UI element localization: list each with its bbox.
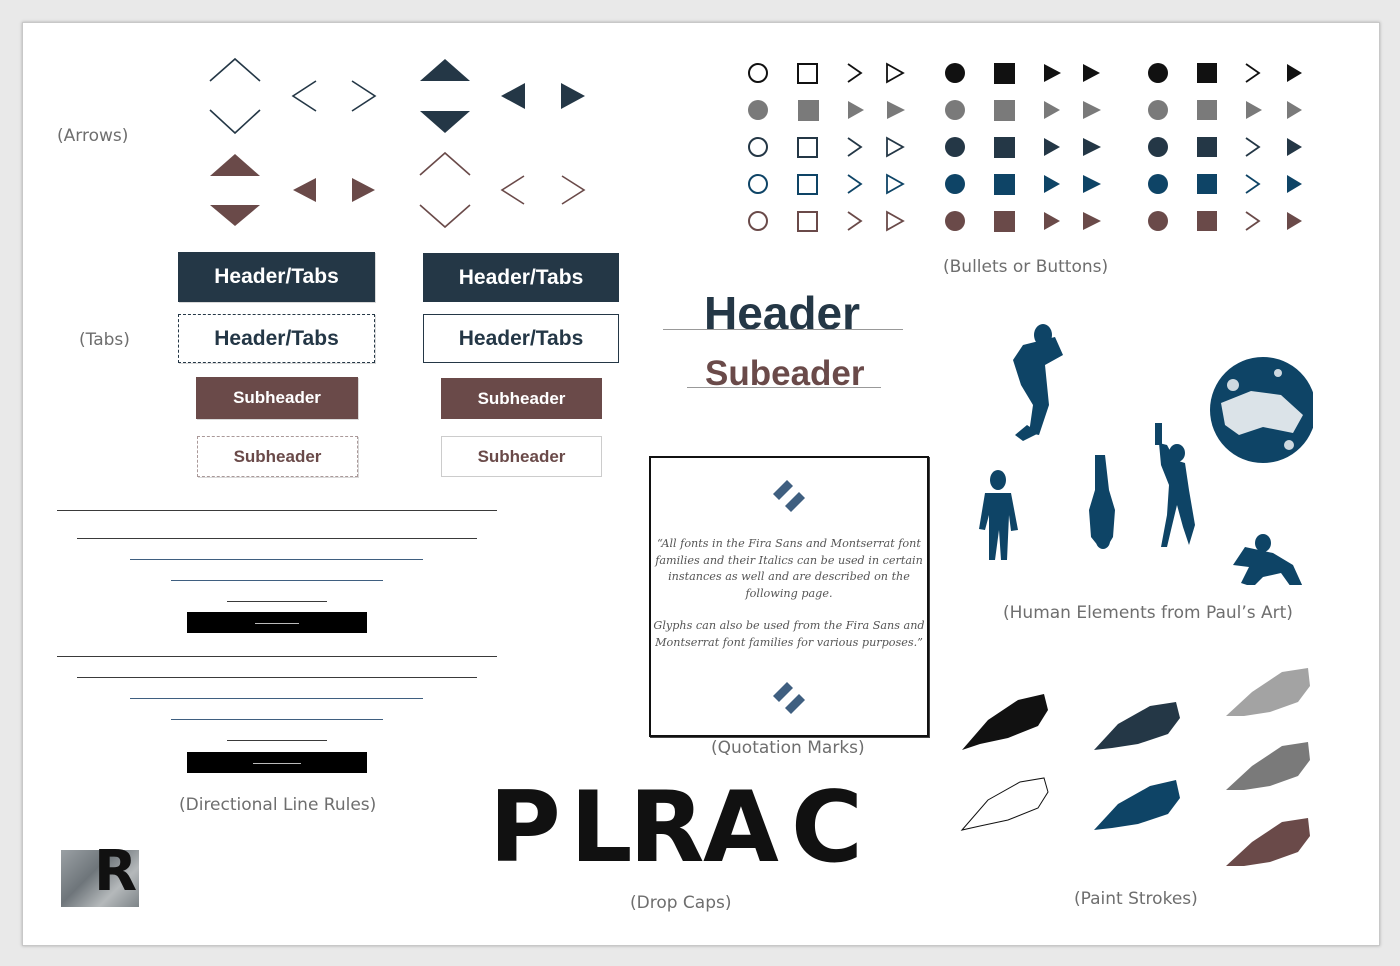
arrows-group xyxy=(183,53,603,233)
rule-line xyxy=(171,719,383,720)
play-solid-icon xyxy=(1287,64,1302,82)
chevron-up-brown-outline-icon xyxy=(420,153,470,175)
circle-solid-icon xyxy=(945,137,965,157)
square-solid-icon xyxy=(994,63,1015,84)
play-solid-icon xyxy=(1083,212,1101,230)
subheader-underline xyxy=(687,387,881,388)
drop-cap-c: C xyxy=(791,771,863,885)
square-solid-icon xyxy=(994,211,1015,232)
figure-circle-vignette-icon xyxy=(1210,357,1313,463)
logo-letter: R xyxy=(94,839,138,904)
circle-solid-icon xyxy=(945,63,965,83)
tabs-caption: (Tabs) xyxy=(79,330,130,350)
quote-paragraph-1: “All fonts in the Fira Sans and Montserrat font families and their Italics can be used in certain instances as well and are described on the following page. xyxy=(655,537,923,600)
rule-line xyxy=(130,698,423,699)
style-sheet-canvas xyxy=(22,22,1380,946)
play-solid-icon xyxy=(1044,138,1060,156)
quote-text xyxy=(647,536,931,667)
chevron-left-outline-icon xyxy=(293,81,316,111)
triangle-down-solid-icon xyxy=(420,111,470,133)
bullet-row-5 xyxy=(749,211,1302,232)
play-solid-icon xyxy=(1287,212,1302,230)
subheader-tab-brown-clean[interactable]: Subheader xyxy=(441,378,602,419)
play-solid-icon xyxy=(887,101,905,119)
figure-pointing-icon xyxy=(1155,423,1195,547)
chevron-up-outline-icon xyxy=(210,59,260,81)
play-solid-icon xyxy=(1083,64,1100,82)
drop-cap-a: A xyxy=(703,771,779,885)
chevron-right-icon xyxy=(848,64,861,82)
chevron-right-icon xyxy=(1246,64,1259,82)
play-solid-icon xyxy=(1287,175,1302,193)
bullets-caption: (Bullets or Buttons) xyxy=(943,257,1109,277)
paint-stroke-brown xyxy=(1226,818,1310,866)
figure-handstand-icon xyxy=(1089,455,1115,549)
play-solid-icon xyxy=(1083,101,1101,119)
square-solid-icon xyxy=(994,137,1015,158)
square-solid-icon xyxy=(994,174,1015,195)
chevron-right-outline-icon xyxy=(352,81,375,111)
play-outline-icon xyxy=(887,138,903,156)
paint-stroke-blue xyxy=(1094,780,1180,830)
paint-strokes-caption: (Paint Strokes) xyxy=(1074,889,1198,909)
play-solid-icon xyxy=(1083,138,1101,156)
square-outline-icon xyxy=(798,138,817,157)
play-solid-icon xyxy=(1044,64,1061,82)
square-solid-icon xyxy=(1197,63,1217,83)
triangle-down-brown-icon xyxy=(210,205,260,226)
quote-paragraph-2: Glyphs can also be used from the Fira Sans and Montserrat font families for various purposes.” xyxy=(653,619,925,649)
bullet-row-2 xyxy=(748,100,1302,121)
bullet-row-3 xyxy=(749,137,1302,158)
circle-outline-icon xyxy=(749,138,767,156)
chevron-down-brown-outline-icon xyxy=(420,205,470,227)
square-outline-icon xyxy=(798,212,817,231)
play-outline-icon xyxy=(887,64,903,82)
paint-stroke-navy xyxy=(1094,702,1180,750)
play-solid-icon xyxy=(1246,101,1262,119)
header-tab-navy-rough[interactable]: Header/Tabs xyxy=(178,252,375,302)
rule-line xyxy=(171,580,383,581)
triangle-right-brown-icon xyxy=(352,178,375,202)
circle-solid-icon xyxy=(1148,137,1168,157)
figure-standing-icon xyxy=(979,470,1018,560)
subheader-sample: Subeader xyxy=(705,354,865,393)
circle-solid-icon xyxy=(1148,63,1168,83)
square-outline-icon xyxy=(798,64,817,83)
subheader-tab-outline-rough[interactable]: Subheader xyxy=(197,436,358,477)
square-solid-icon xyxy=(1197,100,1217,120)
subheader-tab-brown-rough[interactable]: Subheader xyxy=(196,377,358,419)
header-tab-outline-clean[interactable]: Header/Tabs xyxy=(423,314,619,363)
circle-solid-icon xyxy=(1148,100,1168,120)
chevron-right-icon xyxy=(848,138,861,156)
drop-cap-l: L xyxy=(570,771,633,885)
paint-stroke-black xyxy=(962,694,1048,750)
triangle-left-brown-icon xyxy=(293,178,316,202)
arrows-caption: (Arrows) xyxy=(57,126,129,146)
paint-stroke-outline xyxy=(962,778,1048,830)
header-tab-navy-clean[interactable]: Header/Tabs xyxy=(423,253,619,302)
rule-line xyxy=(57,510,497,511)
paint-stroke-gray xyxy=(1226,742,1310,790)
rule-line xyxy=(227,740,327,741)
circle-solid-icon xyxy=(1148,174,1168,194)
circle-solid-icon xyxy=(945,174,965,194)
bullet-row-4 xyxy=(749,174,1302,195)
human-elements-group xyxy=(963,315,1313,585)
chevron-right-icon xyxy=(1246,212,1259,230)
chevron-right-icon xyxy=(1246,175,1259,193)
rule-line xyxy=(77,677,477,678)
square-solid-icon xyxy=(1197,211,1217,231)
paint-stroke-lightgray xyxy=(1226,668,1310,716)
rule-bar xyxy=(187,752,367,773)
triangle-up-brown-icon xyxy=(210,154,260,176)
circle-outline-icon xyxy=(749,175,767,193)
quote-mark-top-icon xyxy=(771,478,807,514)
logo-badge xyxy=(61,839,139,907)
rule-bar xyxy=(187,612,367,633)
play-solid-icon xyxy=(1287,138,1302,156)
chevron-right-icon xyxy=(848,212,861,230)
play-solid-icon xyxy=(1287,101,1302,119)
triangle-left-solid-icon xyxy=(501,83,525,109)
drop-cap-r: R xyxy=(629,771,705,885)
circle-solid-icon xyxy=(945,211,965,231)
quote-box xyxy=(649,456,929,737)
quotation-caption: (Quotation Marks) xyxy=(711,738,865,758)
square-solid-icon xyxy=(994,100,1015,121)
play-solid-icon xyxy=(1044,175,1060,193)
header-sample: Header xyxy=(704,287,860,339)
circle-outline-icon xyxy=(749,64,767,82)
circle-outline-icon xyxy=(749,212,767,230)
bullets-grid xyxy=(738,58,1318,238)
chevron-right-brown-outline-icon xyxy=(562,176,584,204)
circle-solid-icon xyxy=(748,100,768,120)
header-tab-outline-rough[interactable]: Header/Tabs xyxy=(178,314,375,363)
play-outline-icon xyxy=(887,175,903,193)
rule-line xyxy=(130,559,423,560)
circle-solid-icon xyxy=(945,100,965,120)
bullet-row-1 xyxy=(749,63,1302,84)
drop-caps-caption: (Drop Caps) xyxy=(630,893,732,913)
human-elements-caption: (Human Elements from Paul’s Art) xyxy=(1003,603,1293,623)
chevron-right-icon xyxy=(848,175,861,193)
figure-crouching-icon xyxy=(1233,534,1303,585)
drop-cap-p: P xyxy=(489,771,561,885)
triangle-right-solid-icon xyxy=(561,83,585,109)
square-solid-icon xyxy=(1197,174,1217,194)
square-solid-icon xyxy=(1197,137,1217,157)
play-solid-icon xyxy=(848,101,864,119)
play-solid-icon xyxy=(1044,101,1060,119)
chevron-left-brown-outline-icon xyxy=(502,176,524,204)
chevron-down-outline-icon xyxy=(210,110,260,133)
rule-line xyxy=(57,656,497,657)
quote-mark-bottom-icon xyxy=(771,680,807,716)
rule-line xyxy=(77,538,477,539)
paint-strokes-group xyxy=(958,658,1318,878)
rule-line xyxy=(227,601,327,602)
triangle-up-solid-icon xyxy=(420,59,470,81)
circle-solid-icon xyxy=(1148,211,1168,231)
square-outline-icon xyxy=(798,175,817,194)
line-rules-caption: (Directional Line Rules) xyxy=(179,795,377,815)
play-solid-icon xyxy=(1083,175,1101,193)
chevron-right-icon xyxy=(1246,138,1259,156)
subheader-tab-outline-clean[interactable]: Subheader xyxy=(441,436,602,477)
figure-climber-icon xyxy=(1013,324,1063,441)
square-solid-icon xyxy=(798,100,819,121)
header-underline xyxy=(663,329,903,330)
play-outline-icon xyxy=(887,212,903,230)
play-solid-icon xyxy=(1044,212,1060,230)
